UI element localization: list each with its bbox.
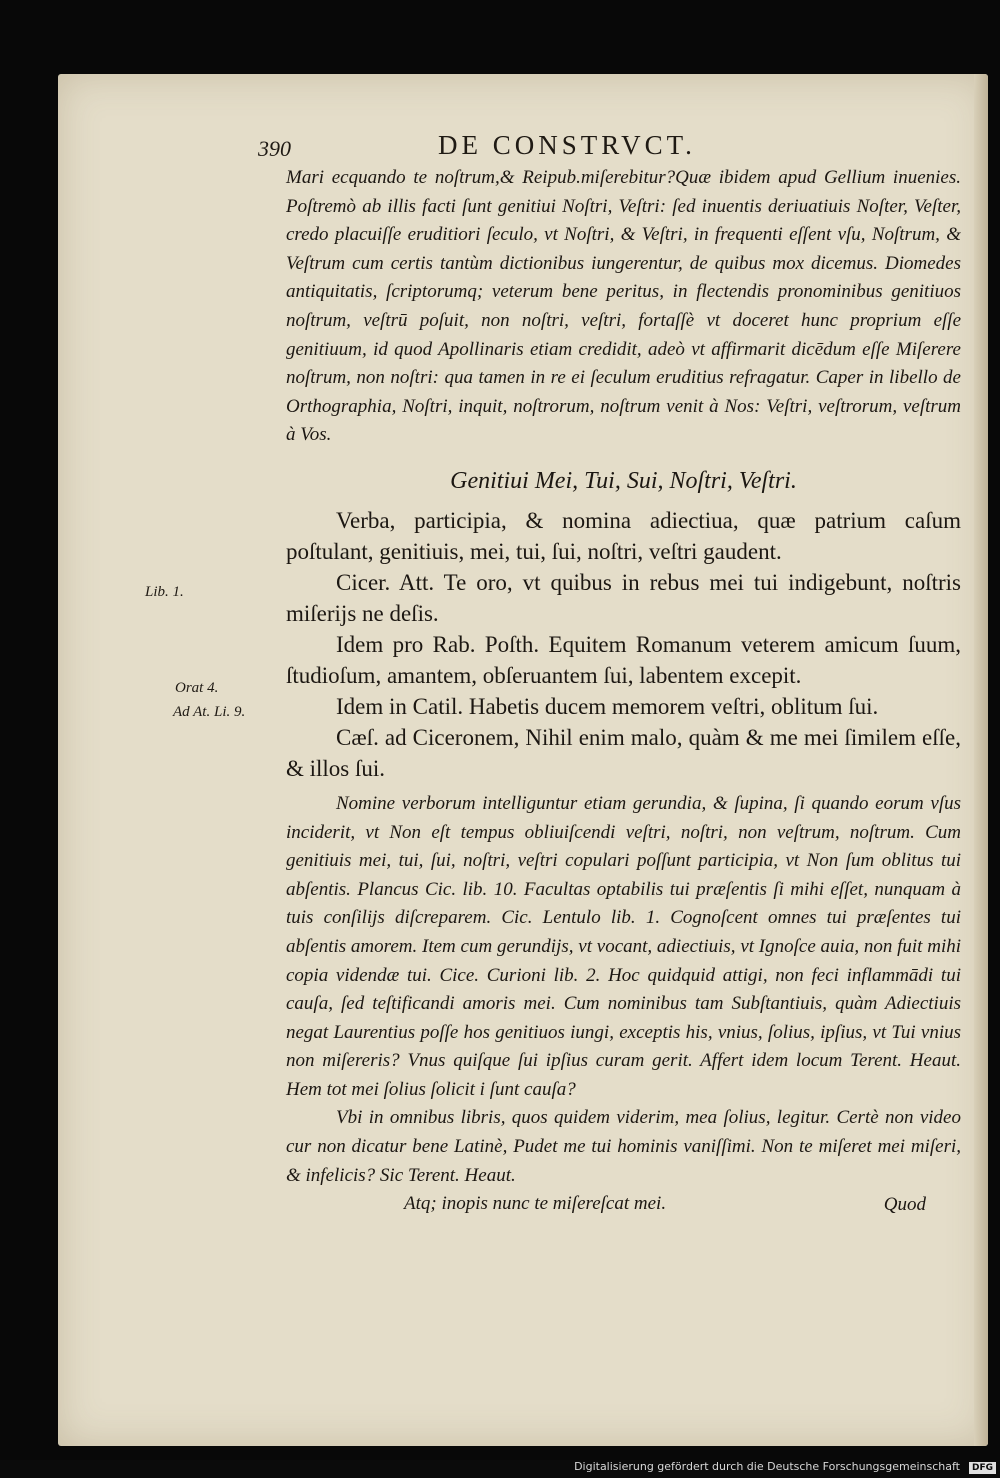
running-title: DE CONSTRVCT.: [438, 130, 696, 160]
verse-quotation: Atq; inopis nunc te miſereſcat mei.: [404, 1193, 667, 1215]
catchword: Quod: [883, 1194, 926, 1215]
digitization-credit: Digitalisierung gefördert durch die Deutsche Forschungsgemeinschaft: [574, 1460, 960, 1473]
opening-paragraph: Mari ecquando te noſtrum,& Reipub.miſerebitur?Quæ ibidem apud Gellium inuenies. Poſtremò ab illis facti ſunt genitiui Noſtri, Veſtri: ſed inuentis deriuatiuis Noſter, Veſter, credo placuiſſe eruditiori ſeculo, vt Noſtri, & Veſtri, in frequenti eſſent vſu, Noſtrum, & Veſtrum cum certis tantùm dictionibus iungerentur, de quibus mox dicemus. Diomedes antiquitatis, ſcriptorumq; veterum bene peritus, in flectendis pronominibus genitiuos noſtrum, veſtrū poſuit, non noſtri, veſtri, fortaſſè vt doceret hunc proprium eſſe genitiuum, id quod Apollinaris etiam credidit, adeò vt affirmarit dicēdum eſſe Miſerere noſtrum, non noſtri: qua tamen in re ei ſeculum eruditius refragatur. Caper in libello de Orthographia, Noſtri, inquit, noſtrorum, noſtrum venit à Nos: Veſtri, veſtrorum, veſtrum à Vos.: [286, 167, 961, 446]
page-number: 390: [258, 136, 291, 161]
book-page: [58, 74, 988, 1446]
page-edge: [974, 74, 988, 1446]
section-heading: Genitiui Mei, Tui, Sui, Noſtri, Veſtri.: [450, 467, 797, 494]
margin-note-orat: Orat 4.: [175, 680, 219, 696]
example-in-catil: Idem in Catil. Habetis ducem memorem veſtri, oblitum ſui.: [336, 693, 879, 719]
commentary-paragraph-2: Vbi in omnibus libris, quos quidem viderim, mea ſolius, legitur. Certè non video cur non dicatur bene Latinè, Pudet me tui hominis vaniſſimi. Non te miſeret mei miſeri, & infelicis? Sic Terent. Heaut.: [286, 1107, 961, 1186]
example-cicero-att: Cicer. Att. Te oro, vt quibus in rebus mei tui indigebunt, noſtris miſerijs ne deſis.: [286, 569, 961, 626]
commentary-paragraph: Nomine verborum intelliguntur etiam gerundia, & ſupina, ſi quando eorum vſus inciderit, vt Non eſt tempus obliuiſcendi veſtri, noſtri, non veſtrum, noſtrum. Cum genitiuis mei, tui, ſui, noſtri, veſtri copulari poſſunt participia, vt Non ſum oblitus tui abſentis. Plancus Cic. lib. 10. Facultas optabilis tui præſentis ſi mihi eſſet, nunquam à tuis conſilijs diſcreparem. Cic. Lentulo lib. 1. Cognoſcent omnes tui præſentes tui abſentis amorem. Item cum gerundijs, vt vocant, adiectiuis, vt Ignoſce auia, non fuit mihi copia videndæ tui. Cice. Curioni lib. 2. Hoc quidquid attigi, non feci inflammādi tui cauſa, ſed teſtificandi amoris mei. Cum nominibus tam Subſtantiuis, quàm Adiectiuis negat Laurentius poſſe hos genitiuos iungi, exceptis his, vnius, ſolius, ipſius, vt Tui vnius non miſereris? Vnus quiſque ſui ipſius curam gerit. Affert idem locum Terent. Heaut. Hem tot mei ſolius ſolicit i ſunt cauſa?: [286, 792, 961, 1100]
dfg-logo: DFG: [969, 1462, 996, 1474]
running-header: [58, 122, 988, 162]
margin-note-lib: Lib. 1.: [145, 584, 184, 600]
rule-paragraph: Verba, participia, & nomina adiectiua, quæ patrium caſum poſtulant, genitiuis, mei, tui, ſui, noſtri, veſtri gaudent.: [286, 507, 961, 564]
example-pro-rab: Idem pro Rab. Poſth. Equitem Romanum veterem amicum ſuum, ſtudioſum, amantem, obſeruantem ſui, labentem excepit.: [286, 631, 961, 688]
main-text-block: [286, 164, 961, 1219]
example-caes-ad-ciceronem: Cæſ. ad Ciceronem, Nihil enim malo, quàm & me mei ſimilem eſſe, & illos ſui.: [286, 724, 961, 781]
margin-note-adat: Ad At. Li. 9.: [173, 704, 246, 720]
